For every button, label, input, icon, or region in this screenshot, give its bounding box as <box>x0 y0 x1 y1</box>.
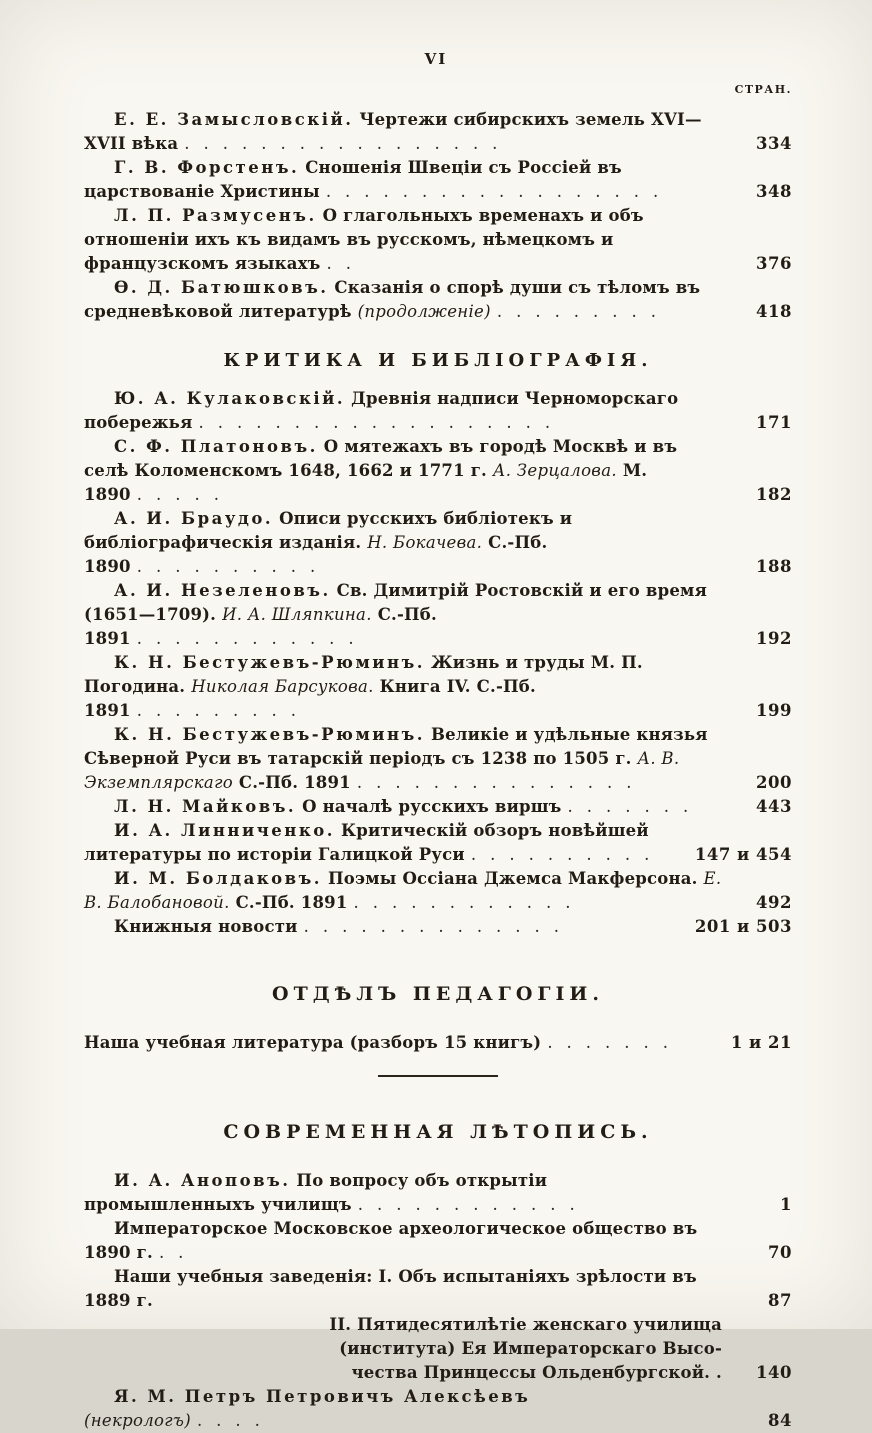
entry-page-ref: 1 <box>780 1195 792 1214</box>
dot-leader: ..... <box>136 485 233 504</box>
entry-author-name: Л. Н. Майковъ. <box>114 797 297 816</box>
entry-title-text: М. 1890 <box>84 461 648 504</box>
entry-author-name: Е. Е. Замысловскій. <box>114 110 354 129</box>
entry-title-text: О мятежахъ въ городѣ Москвѣ и въ селѣ Коломенскомъ 1648, 1662 и 1771 г. <box>84 437 678 480</box>
entry-page-ref: 492 <box>756 893 792 912</box>
entry-page-ref: 348 <box>756 182 792 201</box>
dot-leader: ....... <box>547 1033 683 1052</box>
entry-author-name: Ю. А. Кулаковскій. <box>114 389 346 408</box>
entry-title-text: Описи русскихъ библіотекъ и библіографическія изданія. <box>84 509 573 552</box>
entry-italic-text: А. В. Экземплярскаго <box>84 749 680 792</box>
entry-author-name: И. А. Аноповъ. <box>114 1171 291 1190</box>
entry-title-text: Сношенія Швеціи съ Россіей въ царствованіе Христины <box>84 158 622 201</box>
entry-page-ref: 192 <box>756 629 792 648</box>
page-folio-number: VI <box>424 50 448 68</box>
entry-title-text: Наши учебныя заведенія: I. Объ испытаніяхъ зрѣлости въ 1889 г. <box>84 1267 697 1310</box>
entry-title-text: Св. Димитрій Ростовскій и его время (1651—1709). <box>84 581 707 624</box>
section-heading: ОТДѢЛЪ ПЕДАГОГІИ. <box>272 983 604 1005</box>
page-column-header: СТРАН. <box>734 83 792 96</box>
entry-title-text: Критическій обзоръ новѣйшей литературы по исторіи Галицкой Руси <box>84 821 649 864</box>
dot-leader: ......... <box>136 701 310 720</box>
toc-entry <box>84 204 792 276</box>
toc-entry <box>84 1217 792 1265</box>
entry-author-name: И. М. Болдаковъ. <box>114 869 323 888</box>
entry-author-name: Л. П. Размусенъ. <box>114 206 317 225</box>
entry-page-ref: 418 <box>756 302 792 321</box>
entry-title-text: Книжныя новости <box>114 917 298 936</box>
entry-page-ref: 70 <box>768 1243 792 1262</box>
entry-title-text: Императорское Московское археологическое общество въ 1890 г. <box>84 1219 698 1262</box>
dot-leader: ......... <box>496 302 671 321</box>
entry-author-name: А. И. Незеленовъ. <box>114 581 331 600</box>
entry-italic-text: Николая Барсукова. <box>191 677 374 696</box>
toc-entry <box>84 795 792 819</box>
dot-leader: .................. <box>325 182 673 201</box>
entry-title-text: Древнія надписи Черноморскаго побережья <box>84 389 679 432</box>
dot-leader: ............ <box>357 1195 589 1214</box>
dot-leader: ............ <box>353 893 585 912</box>
section-heading: КРИТИКА И БИБЛІОГРАФІЯ. <box>223 350 653 371</box>
entry-page-ref: 443 <box>756 797 792 816</box>
toc-entry <box>84 867 792 915</box>
entry-author-name: К. Н. Бестужевъ-Рюминъ. <box>114 725 426 744</box>
entry-page-ref: 376 <box>756 254 792 273</box>
entry-page-ref: 188 <box>756 557 792 576</box>
entry-italic-text: (некрологъ) <box>84 1411 191 1430</box>
entry-title-text: II. Пятидесятилѣтіе женскаго училища (института) Ея Императорскаго Высо- чества Принцессы Ольденбургской. . <box>329 1315 722 1382</box>
entry-author-name: И. А. Линниченко. <box>114 821 336 840</box>
dot-leader: .... <box>196 1411 274 1430</box>
toc-entry <box>84 819 792 867</box>
entry-title-text: Чертежи сибирскихъ земель XVI—XVII вѣка <box>84 110 702 153</box>
toc-entry <box>84 156 792 204</box>
entry-page-ref: 334 <box>756 134 792 153</box>
dot-leader: ............ <box>136 629 368 648</box>
entry-title-text: По вопросу объ открытіи промышленныхъ училищъ <box>84 1171 548 1214</box>
entry-author-name: Ѳ. Д. Батюшковъ. <box>114 278 329 297</box>
entry-title-text: С.-Пб. 1891 <box>229 893 348 912</box>
entry-page-ref: 200 <box>756 773 792 792</box>
entry-page-ref: 171 <box>756 413 792 432</box>
entry-title-text: Жизнь и труды М. П. Погодина. <box>84 653 643 696</box>
entry-italic-text: (продолженіе) <box>357 302 491 321</box>
entry-title-text: О началѣ русскихъ виршъ <box>296 797 562 816</box>
dot-leader: .. <box>158 1243 198 1262</box>
entry-page-ref: 87 <box>768 1291 792 1310</box>
toc-entry <box>84 915 792 939</box>
dot-leader: .......... <box>470 845 664 864</box>
entry-title-text: Наша учебная литература (разборъ 15 книгъ) <box>84 1033 542 1052</box>
entry-author-name: С. Ф. Платоновъ. <box>114 437 318 456</box>
entry-author-name: К. Н. Бестужевъ-Рюминъ. <box>114 653 426 672</box>
entry-page-ref: 147 и 454 <box>694 845 792 864</box>
dot-leader: ................... <box>198 413 565 432</box>
entry-title-text: С.-Пб. 1891 <box>84 605 437 648</box>
dot-leader: ................. <box>184 134 512 153</box>
entry-page-ref: 140 <box>756 1363 792 1382</box>
dot-leader: .......... <box>136 557 330 576</box>
entry-title-text: С.-Пб. 1891 <box>232 773 351 792</box>
toc-entry <box>84 108 792 156</box>
toc-entry <box>84 579 792 651</box>
entry-italic-text: И. А. Шляпкина. <box>222 605 372 624</box>
entry-title-text: Великіе и удѣльные князья Сѣверной Руси въ татарскій періодъ съ 1238 по 1505 г. <box>84 725 708 768</box>
entry-author-name: А. И. Браудо. <box>114 509 274 528</box>
entry-title-text: Книга IV. С.-Пб. 1891 <box>84 677 536 720</box>
dot-leader: ............... <box>356 773 646 792</box>
table-of-contents <box>84 108 792 1433</box>
toc-entry <box>84 723 792 795</box>
entry-page-ref: 199 <box>756 701 792 720</box>
toc-entry <box>84 1169 792 1217</box>
dot-leader: .. <box>326 254 366 273</box>
toc-entry <box>84 1265 792 1313</box>
entry-italic-text: Е. В. Балобановой. <box>84 869 722 912</box>
entry-author-name: Г. В. Форстенъ. <box>114 158 300 177</box>
toc-entry <box>84 1031 792 1055</box>
dot-leader: ....... <box>567 797 703 816</box>
entry-page-ref: 182 <box>756 485 792 504</box>
entry-page-ref: 84 <box>768 1411 792 1430</box>
entry-title-text: Сказанія о спорѣ души съ тѣломъ въ средневѣковой литературѣ <box>84 278 701 321</box>
entry-title-text: Поэмы Оссіана Джемса Макферсона. <box>322 869 704 888</box>
toc-entry <box>84 435 792 507</box>
dot-leader: .............. <box>303 917 574 936</box>
entry-author-name: Я. М. Петръ Петровичъ Алексѣевъ <box>114 1387 531 1406</box>
entry-title-text: О глагольныхъ временахъ и объ отношеніи ихъ къ видамъ въ русскомъ, нѣмецкомъ и французскомъ языкахъ <box>84 206 644 273</box>
entry-italic-text: А. Зерцалова. <box>492 461 617 480</box>
entry-italic-text: Н. Бокачева. <box>367 533 483 552</box>
toc-entry <box>84 507 792 579</box>
toc-entry <box>84 1313 792 1385</box>
entry-page-ref: 201 и 503 <box>694 917 792 936</box>
toc-entry <box>84 387 792 435</box>
section-heading: СОВРЕМЕННАЯ ЛѢТОПИСЬ. <box>223 1121 653 1143</box>
toc-entry <box>84 1385 792 1433</box>
toc-entry <box>84 651 792 723</box>
entry-page-ref: 1 и 21 <box>730 1033 792 1052</box>
entry-title-text: С.-Пб. 1890 <box>84 533 548 576</box>
section-divider <box>378 1075 498 1077</box>
toc-entry <box>84 276 792 324</box>
